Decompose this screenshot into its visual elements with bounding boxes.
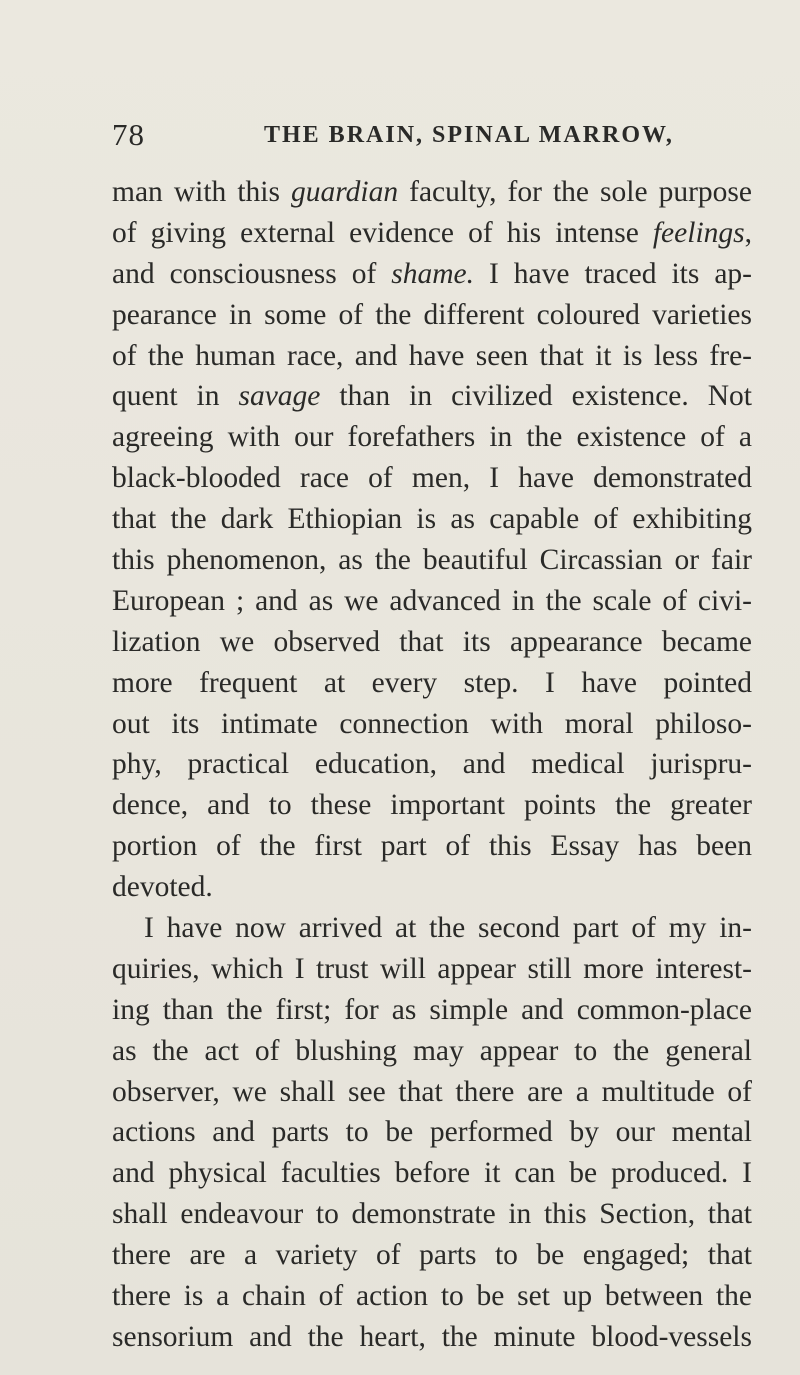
text-run: than in civilized existence. Not xyxy=(320,380,752,413)
text-run: portion of the first part of this Essay has been xyxy=(112,830,752,863)
text-run: pearance in some of the different coloured varieties xyxy=(112,298,752,331)
text-run: as the act of blushing may appear to the general xyxy=(112,1034,752,1067)
text-run: lization we observed that its appearance became xyxy=(112,625,752,658)
text-run: faculty, for the sole purpose xyxy=(398,176,752,208)
text-line xyxy=(112,540,752,581)
text-line xyxy=(112,213,752,254)
text-line xyxy=(112,1276,752,1317)
italic-text: guardian xyxy=(290,176,399,208)
text-run: more frequent at every step. I have pointed xyxy=(112,666,752,699)
text-line xyxy=(112,417,752,458)
text-run: man with this xyxy=(112,176,291,208)
text-line xyxy=(112,663,752,704)
text-run: quiries, which I trust will appear still more interest- xyxy=(112,952,752,985)
text-line xyxy=(112,1072,752,1113)
text-line xyxy=(112,458,752,499)
text-line xyxy=(112,785,752,826)
text-line xyxy=(112,1112,752,1153)
text-line xyxy=(112,704,752,745)
text-line xyxy=(112,826,752,867)
text-run: devoted. xyxy=(112,871,213,904)
text-run: sensorium and the heart, the minute blood-vessels xyxy=(112,1320,752,1353)
text-line xyxy=(112,1194,752,1235)
text-line xyxy=(112,1317,752,1358)
text-line xyxy=(112,295,752,336)
text-run: out its intimate connection with moral philoso- xyxy=(112,707,752,740)
text-line xyxy=(112,254,752,295)
text-run: of giving external evidence of his intense xyxy=(112,216,653,249)
text-run: that the dark Ethiopian is as capable of exhibiting xyxy=(112,503,752,536)
text-run: black-blooded race of men, I have demonstrated xyxy=(112,462,752,495)
text-line xyxy=(112,990,752,1031)
text-line xyxy=(112,581,752,622)
text-run: and physical faculties before it can be produced. I xyxy=(112,1157,752,1190)
text-line xyxy=(112,867,752,908)
text-run: observer, we shall see that there are a multitude of xyxy=(112,1075,752,1108)
text-run: there are a variety of parts to be engaged; that xyxy=(112,1239,752,1272)
text-line xyxy=(112,908,752,949)
text-line xyxy=(112,1153,752,1194)
text-run: and consciousness of xyxy=(112,257,392,290)
text-line xyxy=(112,1235,752,1276)
page-number: 78 xyxy=(112,117,145,152)
italic-text: savage xyxy=(238,380,321,413)
text-run: of the human race, and have seen that it is less fre- xyxy=(112,339,752,372)
text-line xyxy=(112,499,752,540)
italic-text: shame. xyxy=(391,257,475,290)
running-head: THE BRAIN, SPINAL MARROW, xyxy=(264,122,674,148)
text-run: this phenomenon, as the beautiful Circassian or fair xyxy=(112,544,752,577)
text-run: agreeing with our forefathers in the existence of a xyxy=(112,421,752,454)
text-run: actions and parts to be performed by our mental xyxy=(112,1116,752,1149)
text-run: phy, practical education, and medical jurispru- xyxy=(112,748,752,781)
text-line xyxy=(112,172,752,213)
text-line xyxy=(112,336,752,377)
text-line xyxy=(112,949,752,990)
text-run: I have traced its ap- xyxy=(474,257,752,290)
text-line xyxy=(112,622,752,663)
text-run: shall endeavour to demonstrate in this Section, that xyxy=(112,1198,752,1231)
body-text xyxy=(112,172,752,1358)
text-run: European ; and as we advanced in the scale of civi- xyxy=(112,584,752,617)
text-run: there is a chain of action to be set up between the xyxy=(112,1280,752,1313)
text-run: quent in xyxy=(112,380,239,413)
text-run: ing than the first; for as simple and common-place xyxy=(112,993,752,1026)
text-run: , xyxy=(744,216,752,249)
text-line xyxy=(112,1031,752,1072)
page-header xyxy=(112,118,752,152)
text-line xyxy=(112,744,752,785)
text-run: I have now arrived at the second part of my in- xyxy=(144,912,752,945)
text-line xyxy=(112,376,752,417)
italic-text: feelings xyxy=(652,216,745,249)
text-run: dence, and to these important points the greater xyxy=(112,789,752,822)
